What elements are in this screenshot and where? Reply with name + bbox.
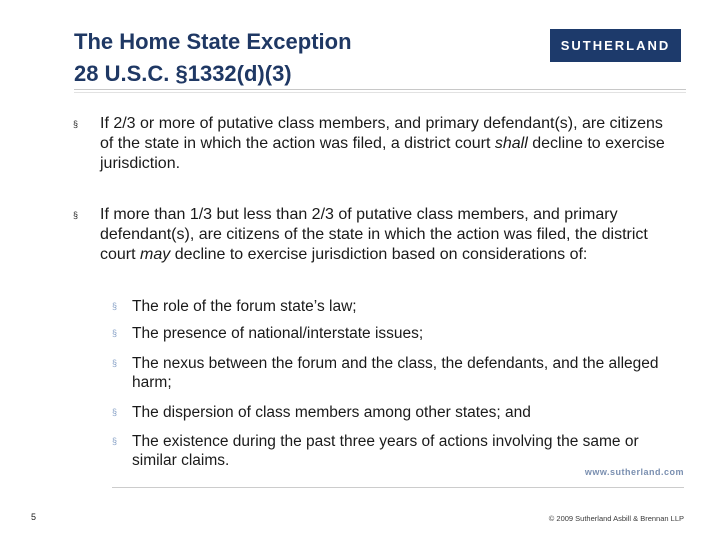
bullet-text-part: decline to exercise jurisdiction based on considerations of: [170, 246, 588, 263]
header-divider-secondary [74, 92, 686, 93]
bullet-text [100, 205, 673, 265]
sub-bullet-item [112, 297, 672, 316]
bullet-marker-icon: § [73, 210, 79, 220]
sub-bullet-marker-icon: § [112, 436, 118, 446]
bullet-emphasis: shall [494, 135, 528, 152]
sub-bullet-marker-icon: § [112, 407, 118, 417]
sub-bullet-item [112, 403, 672, 422]
bullet-marker-icon: § [73, 119, 79, 129]
sub-bullet-marker-icon: § [112, 301, 118, 311]
sub-bullet-item [112, 324, 672, 343]
bullet-text-part: decline to exercise jurisdiction. [100, 135, 665, 172]
footer-website-link[interactable]: www.sutherland.com [584, 467, 684, 477]
sub-bullet-text: The existence during the past three years of actions involving the same or similar claims. [132, 433, 639, 469]
bullet-emphasis: may [140, 246, 171, 263]
footer-divider [112, 487, 684, 488]
sub-bullet-text: The nexus between the forum and the class, the defendants, and the alleged harm; [132, 355, 659, 391]
sutherland-logo [550, 29, 681, 62]
sub-bullet-text: The presence of national/interstate issues; [132, 325, 424, 342]
bullet-item [73, 114, 673, 174]
bullet-text [100, 114, 673, 174]
slide-title [74, 26, 494, 90]
sub-bullet-item [112, 432, 672, 470]
page-number: 5 [31, 512, 37, 522]
sub-bullet-item [112, 354, 672, 392]
sub-bullet-text: The role of the forum state’s law; [132, 298, 357, 315]
sub-bullet-marker-icon: § [112, 358, 118, 368]
title-line-1: The Home State Exception [74, 29, 352, 54]
bullet-text-part: If 2/3 or more of putative class members, and primary defendant(s), are citizens of the state in which the action was filed, a district court [100, 115, 663, 152]
bullet-item [73, 205, 673, 265]
logo-text: SUTHERLAND [560, 38, 671, 53]
sub-bullet-text: The dispersion of class members among other states; and [132, 404, 531, 421]
title-line-2: 28 U.S.C. §1332(d)(3) [74, 61, 292, 86]
sub-bullet-marker-icon: § [112, 328, 118, 338]
copyright-notice: © 2009 Sutherland Asbill & Brennan LLP [548, 514, 684, 523]
header-divider [74, 89, 686, 90]
bullet-text-part: If more than 1/3 but less than 2/3 of putative class members, and primary defendant(s), are citizens of the state in which the action was filed, the district court [100, 206, 648, 263]
